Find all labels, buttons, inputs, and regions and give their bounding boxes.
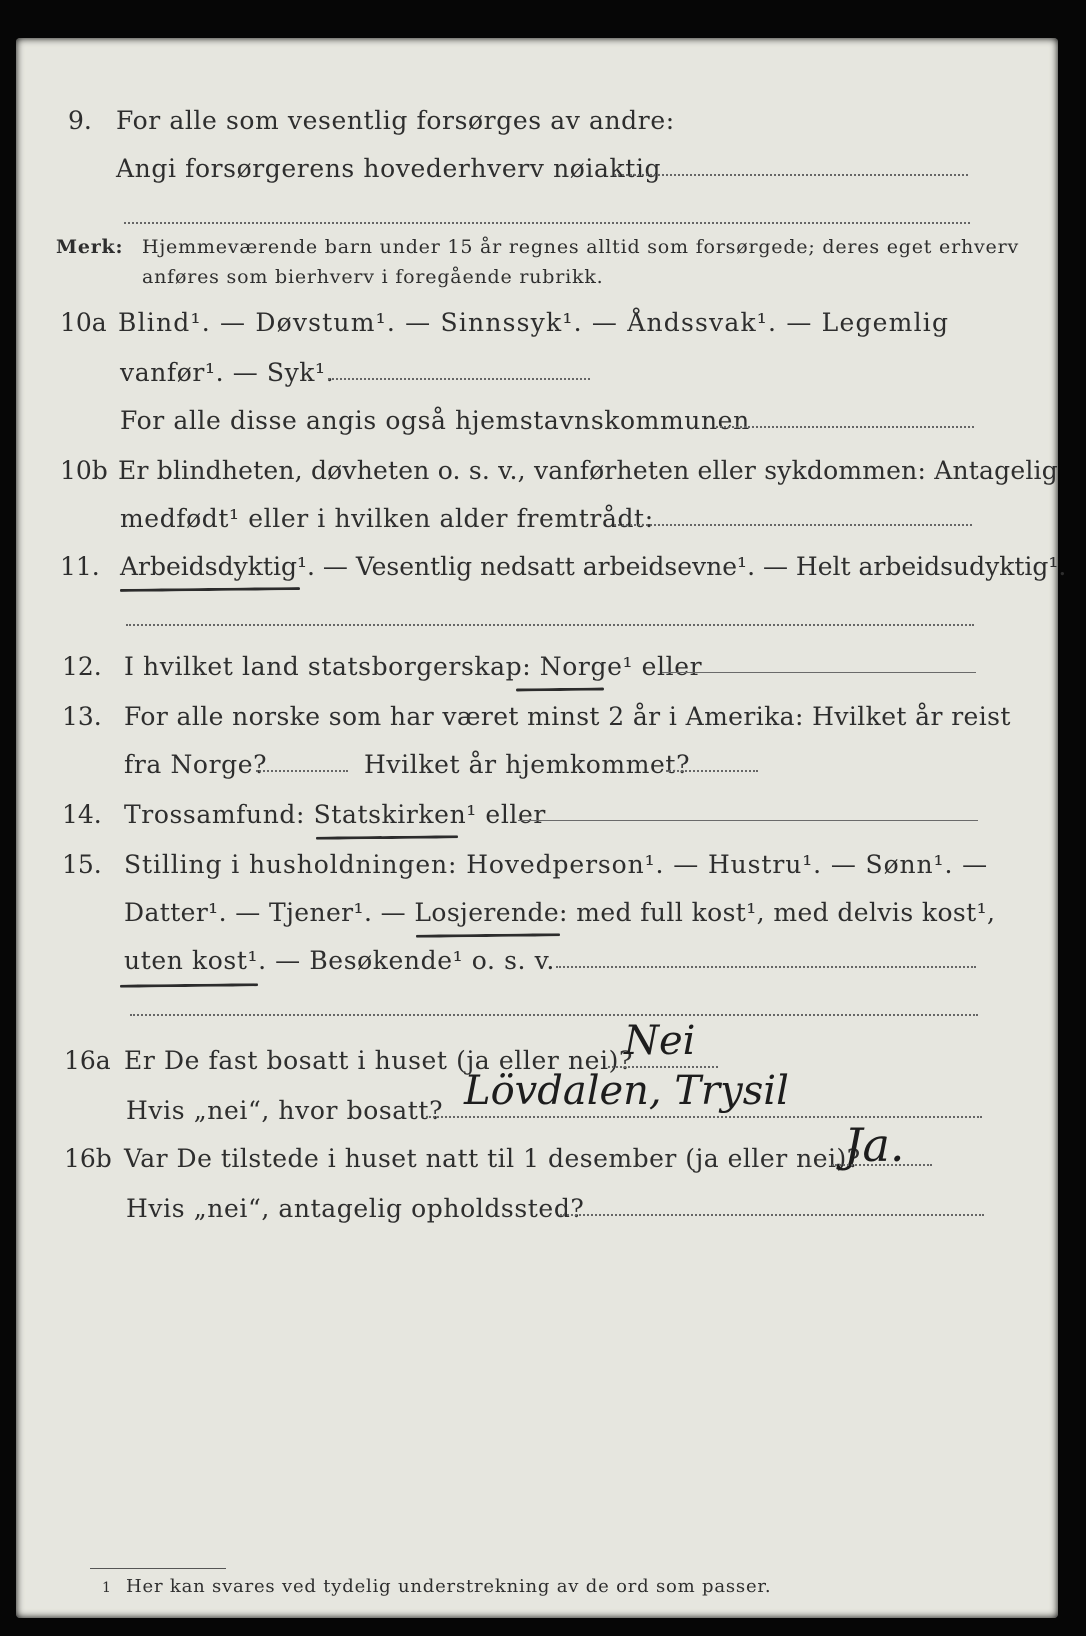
q10a-answer-line bbox=[328, 378, 590, 380]
q11-number: 11. bbox=[60, 552, 100, 581]
q10a-text-line1: Blind¹. — Døvstum¹. — Sinnssyk¹. — Åndssvak¹. — Legemlig bbox=[118, 308, 950, 337]
footnote-mark: 1 bbox=[102, 1580, 112, 1596]
footnote-text: Her kan svares ved tydelig understrekning av de ord som passer. bbox=[126, 1576, 772, 1597]
q11-text-line1: Arbeidsdyktig¹. — Vesentlig nedsatt arbeidsevne¹. — Helt arbeidsudyktig¹. bbox=[120, 552, 1067, 581]
q13-text-line1: For alle norske som har været minst 2 år i Amerika: Hvilket år reist bbox=[124, 702, 1011, 731]
footnote-separator bbox=[90, 1568, 226, 1569]
q10b-text-line2: medfødt¹ eller i hvilken alder fremtrådt: bbox=[120, 504, 654, 533]
q10b-answer-line bbox=[614, 524, 972, 526]
q12-answer-line bbox=[662, 672, 976, 673]
q10a-hjemstavn-line bbox=[716, 426, 974, 428]
q15-number: 15. bbox=[62, 850, 102, 879]
q16b-handwritten-answer: Ja. bbox=[844, 1118, 905, 1172]
merk-label: Merk: bbox=[56, 236, 124, 258]
q15-answer-line-2 bbox=[130, 1014, 978, 1016]
q16a-handwritten-answer: Nei bbox=[624, 1018, 696, 1064]
q11-underline-arbeidsdyktig bbox=[120, 587, 300, 592]
q14-underline-statskirken bbox=[316, 835, 458, 839]
q13-text-line2a: fra Norge? bbox=[124, 750, 268, 779]
q13-text-line2b: Hvilket år hjemkommet? bbox=[364, 750, 691, 779]
q10b-number: 10b bbox=[60, 456, 108, 485]
q16b-number: 16b bbox=[64, 1144, 112, 1173]
q16b-opholdssted-line bbox=[560, 1214, 984, 1216]
q10b-text-line1: Er blindheten, døvheten o. s. v., vanførheten eller sykdommen: Antagelig bbox=[118, 456, 1058, 485]
census-form-page bbox=[16, 38, 1067, 1618]
q13-number: 13. bbox=[62, 702, 102, 731]
q9-text-line1: For alle som vesentlig forsørges av andre: bbox=[116, 106, 675, 135]
merk-text-line1: Hjemmeværende barn under 15 år regnes alltid som forsørgede; deres eget erhverv bbox=[142, 236, 1019, 258]
q16a-text-line1: Er De fast bosatt i huset (ja eller nei)? bbox=[124, 1046, 633, 1075]
q15-underline-uten-kost bbox=[120, 983, 258, 987]
q12-number: 12. bbox=[62, 652, 102, 681]
q9-answer-line bbox=[614, 174, 968, 176]
q14-number: 14. bbox=[62, 800, 102, 829]
q11-answer-line bbox=[126, 624, 974, 626]
q9-number: 9. bbox=[68, 106, 92, 135]
q16b-tilstede-line bbox=[832, 1164, 932, 1166]
q14-answer-line bbox=[518, 820, 978, 821]
q15-underline-losjerende bbox=[416, 933, 560, 938]
q15-text-line2: Datter¹. — Tjener¹. — Losjerende: med full kost¹, med delvis kost¹, bbox=[124, 898, 996, 927]
q15-text-line1: Stilling i husholdningen: Hovedperson¹. — Hustru¹. — Sønn¹. — bbox=[124, 850, 989, 879]
q12-underline-norge bbox=[516, 688, 604, 692]
q16a-handwritten-place: Lövdalen, Trysil bbox=[464, 1068, 789, 1114]
q9-text-line2: Angi forsørgerens hovederhverv nøiaktig bbox=[116, 154, 662, 183]
q16a-number: 16a bbox=[64, 1046, 111, 1075]
q10a-number: 10a bbox=[60, 308, 107, 337]
q10a-text-line2: vanfør¹. — Syk¹. bbox=[120, 358, 335, 387]
q16b-text-line1: Var De tilstede i huset natt til 1 desember (ja eller nei)? bbox=[124, 1144, 861, 1173]
q9-answer-line-2 bbox=[124, 222, 970, 224]
q16b-text-line2: Hvis „nei“, antagelig opholdssted? bbox=[126, 1194, 585, 1223]
q13-hjemkommet-line bbox=[666, 770, 758, 772]
merk-text-line2: anføres som bierhverv i foregående rubrikk. bbox=[142, 266, 604, 288]
q16a-text-line2: Hvis „nei“, hvor bosatt? bbox=[126, 1096, 444, 1125]
q13-reist-line bbox=[256, 770, 348, 772]
q14-text-line1: Trossamfund: Statskirken¹ eller bbox=[124, 800, 546, 829]
q15-answer-line bbox=[556, 966, 976, 968]
q10a-text-line3: For alle disse angis også hjemstavnskommunen bbox=[120, 406, 750, 435]
q15-text-line3: uten kost¹. — Besøkende¹ o. s. v. bbox=[124, 946, 555, 975]
q12-text-line1: I hvilket land statsborgerskap: Norge¹ eller bbox=[124, 652, 703, 681]
